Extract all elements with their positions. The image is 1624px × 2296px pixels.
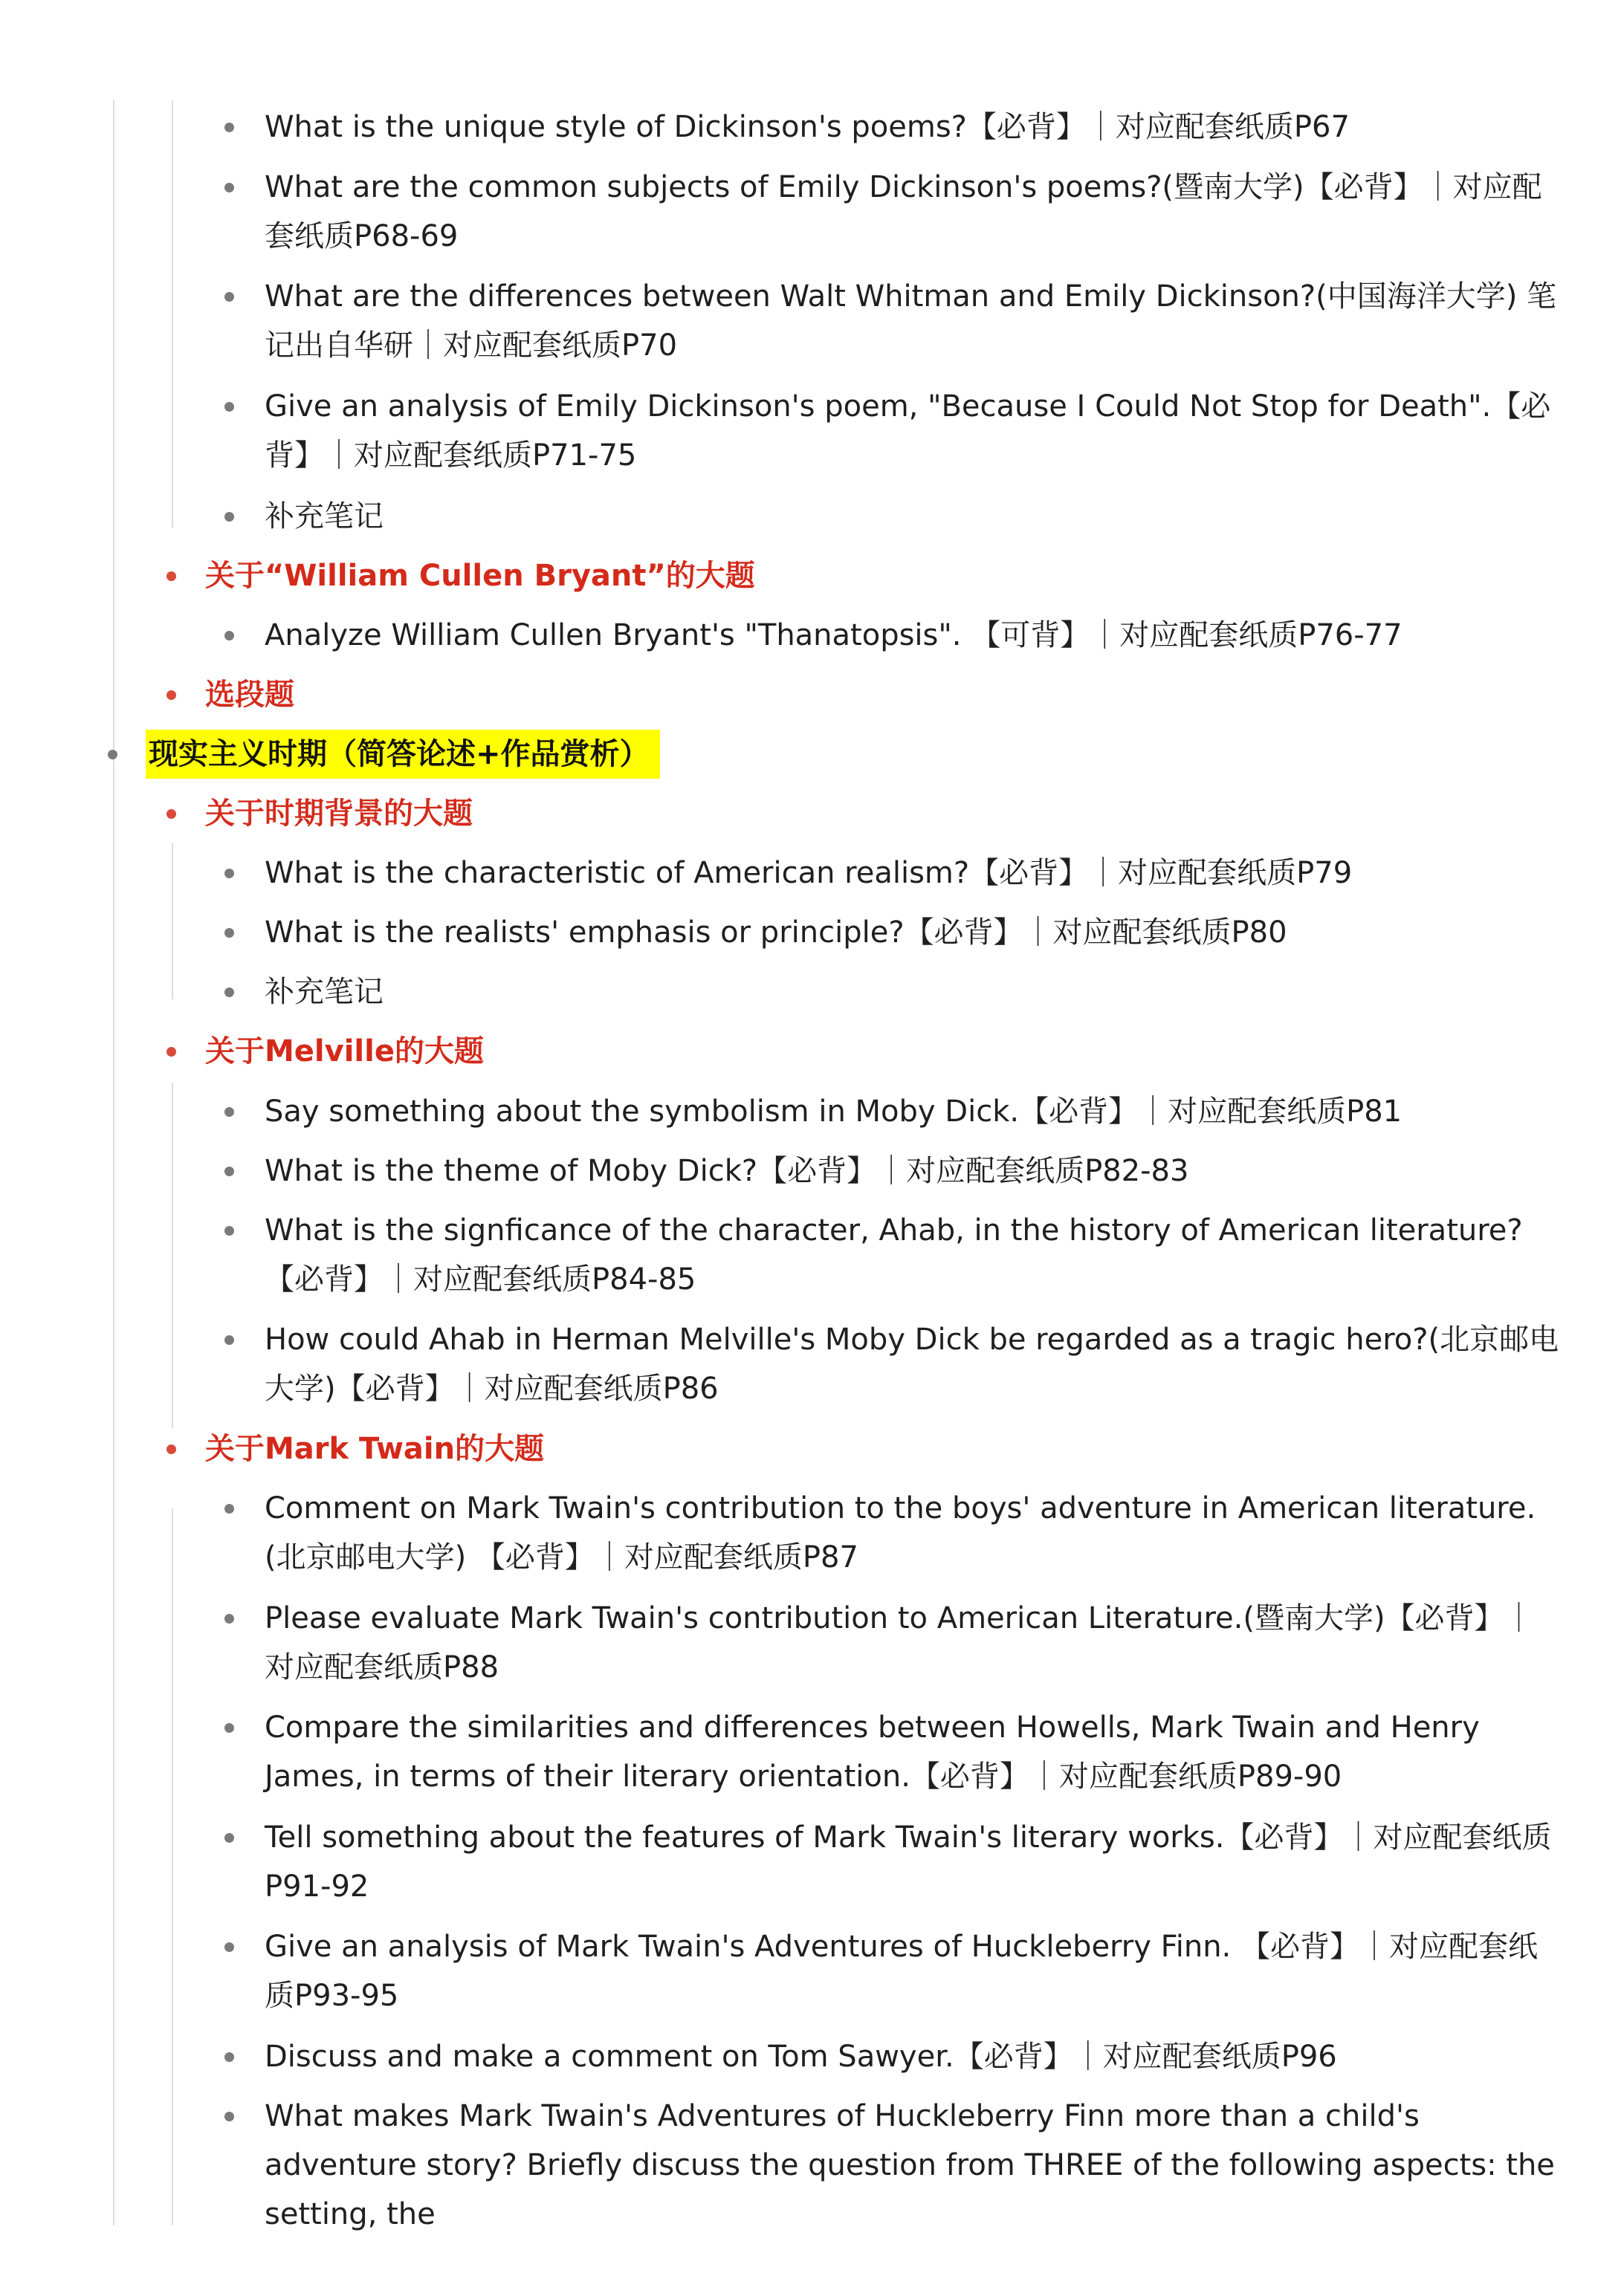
list-item: Give an analysis of Emily Dickinson's poem, "Because I Could Not Stop for Death".【必背】｜对应配套纸质P71-75	[265, 389, 1551, 473]
list-item: How could Ahab in Herman Melville's Moby Dick be regarded as a tragic hero?(北京邮电大学)【必背】｜对应配套纸质P86	[265, 1323, 1559, 1406]
section-heading-bryant: 关于“William Cullen Bryant”的大题	[205, 559, 755, 593]
list-item: What is the realists' emphasis or principle?【必背】｜对应配套纸质P80	[265, 915, 1287, 950]
list-item: Discuss and make a comment on Tom Sawyer.【必背】｜对应配套纸质P96	[265, 2040, 1337, 2074]
list-item: What is the characteristic of American realism?【必背】｜对应配套纸质P79	[265, 856, 1353, 890]
section-bullet	[166, 690, 176, 700]
section-heading-melville: 关于Melville的大题	[205, 1034, 484, 1068]
list-item: What are the common subjects of Emily Dickinson's poems?(暨南大学)【必背】｜对应配套纸质P68-69	[265, 170, 1542, 253]
list-item: What is the unique style of Dickinson's poems?【必背】｜对应配套纸质P67	[265, 110, 1350, 144]
outline-guide-level1	[113, 100, 114, 2225]
outline-guide-level2-melville	[172, 1083, 173, 1428]
section-bullet	[166, 571, 176, 581]
list-bullet	[224, 402, 234, 412]
list-item: 补充笔记	[265, 975, 384, 1009]
list-item: Comment on Mark Twain's contribution to the boys' adventure in American literature.(北京邮电大学) 【必背】｜对应配套纸质P87	[265, 1491, 1536, 1575]
section-bullet	[166, 1047, 176, 1057]
list-bullet	[224, 2052, 234, 2062]
section-bullet	[166, 809, 176, 819]
list-item: Give an analysis of Mark Twain's Adventures of Huckleberry Finn. 【必背】｜对应配套纸质P93-95	[265, 1930, 1538, 2013]
list-item: Compare the similarities and differences between Howells, Mark Twain and Henry James, in terms of their literary orientation.【必背】｜对应配套纸质P89-90	[265, 1710, 1489, 1794]
period-heading-realism: 现实主义时期（简答论述+作品赏析）	[146, 730, 660, 779]
period-bullet	[108, 750, 117, 759]
list-bullet	[224, 1335, 234, 1345]
list-bullet	[224, 292, 234, 302]
list-item: What is the theme of Moby Dick?【必背】｜对应配套纸质P82-83	[265, 1154, 1189, 1188]
section-heading-excerpt: 选段题	[205, 678, 294, 712]
list-bullet	[224, 1942, 234, 1952]
list-bullet	[224, 928, 234, 938]
list-bullet	[224, 123, 234, 132]
list-bullet	[224, 1833, 234, 1843]
list-bullet	[224, 2112, 234, 2121]
list-bullet	[224, 869, 234, 878]
list-bullet	[224, 512, 234, 522]
list-item: What are the differences between Walt Whitman and Emily Dickinson?(中国海洋大学) 笔记出自华研｜对应配套纸质P70	[265, 279, 1557, 363]
list-item: Say something about the symbolism in Moby Dick.【必背】｜对应配套纸质P81	[265, 1095, 1403, 1129]
list-bullet	[224, 1167, 234, 1176]
list-item: What is the signficance of the character, Ahab, in the history of American literature?【必背】｜对应配套纸质P84-85	[265, 1213, 1523, 1297]
list-bullet	[224, 631, 234, 641]
list-item: What makes Mark Twain's Adventures of Huckleberry Finn more than a child's adventure story? Briefly discuss the question from THREE of the following aspects: the setting, the	[265, 2099, 1565, 2231]
list-bullet	[224, 1504, 234, 1514]
list-bullet	[224, 988, 234, 997]
outline-guide-level2-background	[172, 843, 173, 999]
section-heading-twain: 关于Mark Twain的大题	[205, 1432, 545, 1466]
list-item: Tell something about the features of Mark Twain's literary works.【必背】｜对应配套纸质P91-92	[265, 1820, 1552, 1904]
list-bullet	[224, 1226, 234, 1236]
section-bullet	[166, 1444, 176, 1454]
list-bullet	[224, 1614, 234, 1624]
list-bullet	[224, 183, 234, 192]
outline-guide-level2-twain	[172, 1508, 173, 2225]
list-bullet	[224, 1107, 234, 1117]
list-item: Analyze William Cullen Bryant's "Thanatopsis". 【可背】｜对应配套纸质P76-77	[265, 618, 1403, 652]
outline-guide-level2-top	[172, 100, 173, 528]
list-bullet	[224, 1723, 234, 1733]
list-item: 补充笔记	[265, 499, 384, 534]
section-heading-background: 关于时期背景的大题	[205, 797, 473, 831]
list-item: Please evaluate Mark Twain's contribution to American Literature.(暨南大学)【必背】｜对应配套纸质P88	[265, 1601, 1534, 1684]
